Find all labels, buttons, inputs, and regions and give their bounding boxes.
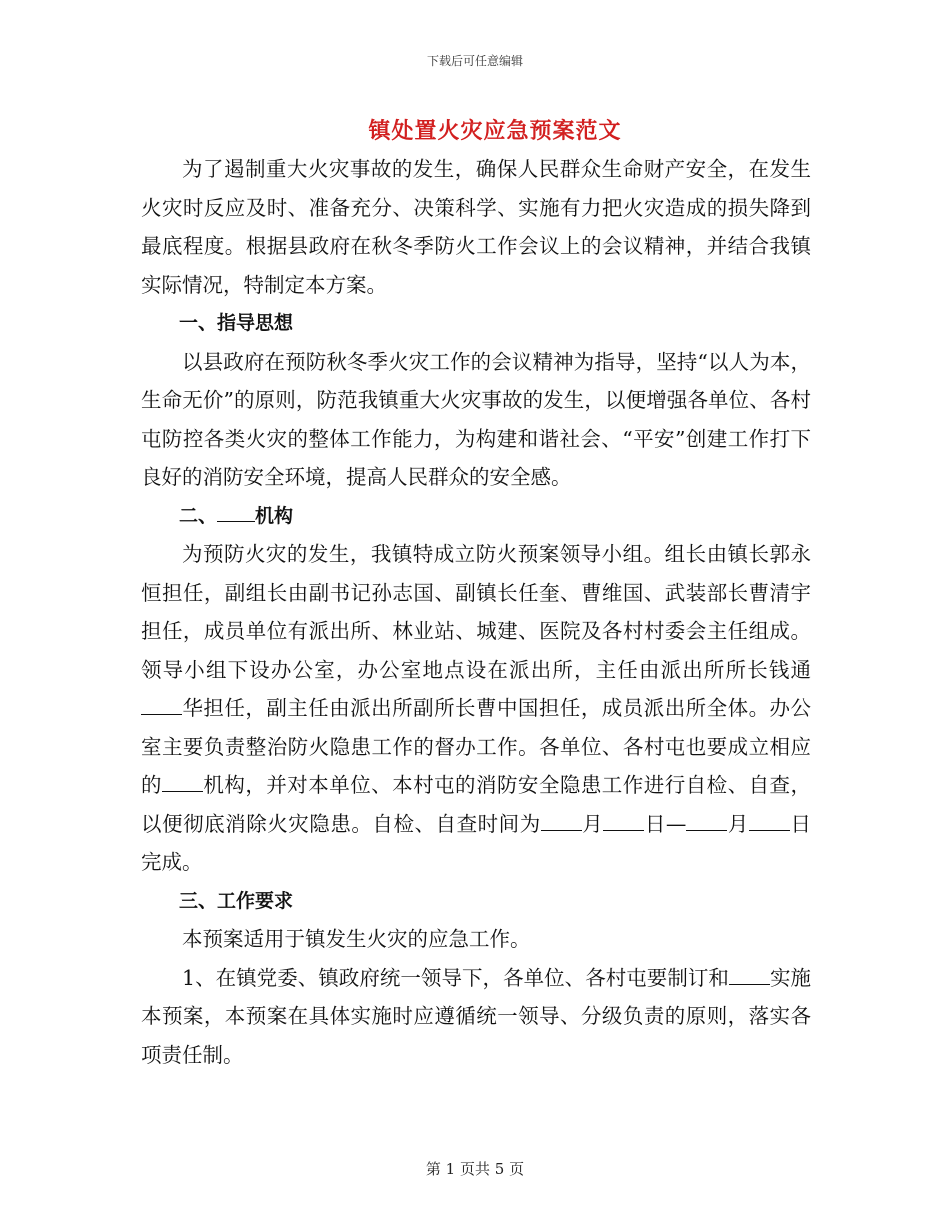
org-day-2: 日完成。 (141, 811, 812, 874)
org-text-1: 为预防火灾的发生，我镇特成立防火预案领导小组。组长由镇长郭永恒担任，副组长由副书记孙志国、副镇长任奎、曹维国、武装部长曹清宇担任，成员单位有派出所、林业站、城建、医院及各村村委会主任组成。领导小组下设办公室，办公室地点设在派出所，主任由派出所所长钱通 (141, 542, 811, 682)
section-heading-organization (141, 497, 811, 536)
req1-text-2: 实施本预案，本预案在具体实施时应遵循统一领导、分级负责的原则，落实各项责任制。 (141, 965, 812, 1067)
organization-paragraph (141, 535, 811, 882)
intro-paragraph: 为了遏制重大火灾事故的发生，确保人民群众生命财产安全，在发生火灾时反应及时、准备充分、决策科学、实施有力把火灾造成的损失降到最底程度。根据县政府在秋冬季防火工作会议上的会议精神，并结合我镇实际情况，特制定本方案。 (141, 157, 811, 297)
fill-blank (162, 791, 203, 792)
document-body (141, 150, 811, 1074)
fill-blank (729, 984, 770, 985)
fill-blank (141, 714, 182, 715)
section-heading-requirements: 三、工作要求 (179, 889, 294, 912)
page-number-footer: 第 1 页共 5 页 (425, 1160, 525, 1178)
org-text-2: 华担任，副主任由派出所副所长曹中国担任，成员派出所全体。办公室主要负责整治防火隐患工作的督办工作。各单位、各村屯也要成立相应的 (141, 696, 811, 797)
fill-blank (217, 521, 255, 522)
heading-prefix: 二、 (179, 504, 218, 527)
guidance-paragraph: 以县政府在预防秋冬季火灾工作的会议精神为指导，坚持“以人为本，生命无价”的原则，防范我镇重大火灾事故的发生，以便增强各单位、各村屯防控各类火灾的整体工作能力，为构建和谐社会、“平安”创建工作打下良好的消防安全环境，提高人民群众的安全感。 (141, 349, 811, 489)
fill-blank (686, 830, 727, 831)
org-month-2: 月 (727, 811, 749, 836)
fill-blank (541, 830, 582, 831)
scope-paragraph: 本预案适用于镇发生火灾的应急工作。 (182, 927, 531, 951)
page-header-note: 下载后可任意编辑 (426, 54, 523, 68)
org-text-3: 机构，并对本单位、本村屯的消防安全隐患工作进行自检、自查，以便彻底消除火灾隐患。自检、自查时间为 (141, 773, 812, 836)
org-month-1: 月 (581, 811, 604, 836)
fill-blank (749, 830, 790, 831)
org-day-1: 日— (644, 811, 687, 836)
heading-suffix: 机构 (255, 504, 294, 527)
requirement-1-paragraph (141, 959, 811, 1075)
section-heading-guidance: 一、指导思想 (179, 312, 294, 334)
fill-blank (603, 830, 644, 831)
req1-text-1: 1、在镇党委、镇政府统一领导下，各单位、各村屯要制订和 (182, 965, 729, 990)
document-title: 镇处置火灾应急预案范文 (368, 118, 622, 144)
